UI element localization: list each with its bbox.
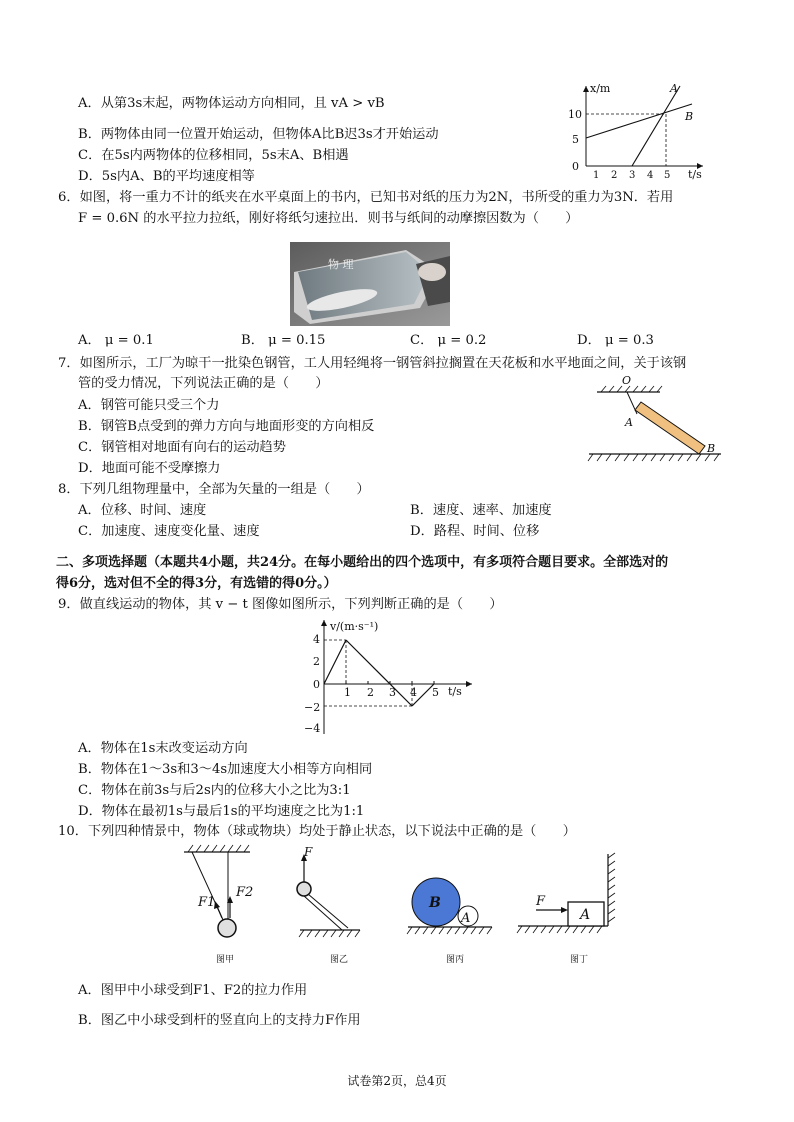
q10-ding-label-f: F [536,894,546,909]
q10-stem: 10．下列四种情景中，物体（球或物块）均处于静止状态，以下说法中正确的是（ ） [58,824,576,839]
section2-heading-line2: 得6分，选对但不全的得3分，有选错的得0分。） [56,576,337,591]
q9-option-b: B．物体在1～3s和3～4s加速度大小相等方向相同 [78,762,373,777]
q9-y-tick-4: 4 [313,633,320,646]
q10-option-a: A．图甲中小球受到F1、F2的拉力作用 [78,983,308,998]
q9-option-d: D．物体在最初1s与最后1s的平均速度之比为1:1 [78,804,365,819]
q10-figure-bing [407,878,492,965]
q7-steel-pipe [635,402,705,454]
q5-x-tick-3: 3 [629,170,636,180]
q10-caption-yi: 图乙 [330,955,349,965]
q5-option-a: A．从第3s末起，两物体运动方向相同，且 vA > vB [78,96,385,111]
q10-figures [170,842,630,972]
q9-series-segment-0 [324,640,346,684]
q5-line-b [586,104,692,138]
q7-stem-line2: 管的受力情况，下列说法正确的是（ ） [78,376,329,391]
q9-y-axis-label: v/(m·s⁻¹) [330,620,379,633]
q10-yi-ball [297,882,311,896]
q9-x-tick-3: 3 [389,686,396,699]
q5-line-a [632,86,680,166]
q9-x-tick-5: 5 [432,686,439,699]
q6-option-a: A． μ = 0.1 [78,333,154,348]
q5-x-tick-5: 5 [664,170,671,180]
section2-heading-line1: 二、多项选择题（本题共4小题，共24分。在每小题给出的四个选项中，有多项符合题目要求。全部选对的 [56,555,669,570]
q10-bing-label-a: A [461,911,471,926]
q9-x-tick-1: 1 [344,686,351,699]
q5-y-tick-0: 0 [572,160,579,173]
q10-figure-ding [517,853,615,965]
q9-y-tick-neg4: −4 [304,722,321,735]
q7-option-d: D．地面可能不受摩擦力 [78,461,221,476]
q10-jia-ball [218,919,236,937]
q5-x-tick-4: 4 [647,170,654,180]
q9-y-tick-neg2: −2 [304,701,321,714]
q5-option-c: C．在5s内两物体的位移相同，5s末A、B相遇 [78,148,349,163]
q7-option-b: B．钢管B点受到的弹力方向与地面形变的方向相反 [78,419,375,434]
q7-label-o: O [622,374,632,387]
q7-stem-line1: 7．如图所示，工厂为晾干一批染色钢管，工人用轻绳将一钢管斜拉搁置在天花板和水平地面之间，关于该钢 [58,356,687,371]
q10-figure-yi [297,845,360,965]
q9-stem: 9．做直线运动的物体，其 v − t 图像如图所示，下列判断正确的是（ ） [58,597,503,612]
q5-line-b-label: B [685,110,694,123]
q5-x-tick-2: 2 [611,170,618,180]
q5-y-axis-label: x/m [590,82,611,95]
q6-option-d: D． μ = 0.3 [577,333,654,348]
q5-xt-graph [560,80,710,180]
q9-x-tick-2: 2 [367,686,374,699]
q8-option-d: D．路程、时间、位移 [410,524,540,539]
page-footer: 试卷第2页，总4页 [347,1074,447,1088]
q9-vt-chart [300,616,480,738]
q6-photo-book-title: 物 理 [328,258,354,271]
q6-option-c: C． μ = 0.2 [410,333,487,348]
q7-steel-pipe-figure [585,372,725,464]
q10-caption-bing: 图丙 [446,955,465,965]
q10-yi-label-f: F [304,845,313,859]
q10-figure-jia [184,845,253,965]
q7-label-b: B [707,442,716,455]
q9-x-tick-4: 4 [410,686,417,699]
q9-y-tick-2: 2 [313,655,320,668]
q8-stem: 8．下列几组物理量中，全部为矢量的一组是（ ） [58,482,370,497]
q7-option-a: A．钢管可能只受三个力 [78,398,220,413]
q5-y-tick-10: 10 [568,108,582,121]
q5-x-axis-label: t/s [688,168,702,180]
q10-caption-jia: 图甲 [216,955,235,965]
q9-option-a: A．物体在1s末改变运动方向 [78,741,248,756]
q10-bing-label-b: B [429,895,441,911]
q6-stem-line1: 6．如图，将一重力不计的纸夹在水平桌面上的书内，已知书对纸的压力为2N，书所受的重力为3N．若用 [58,190,674,205]
q9-y-tick-0: 0 [313,678,320,691]
q5-option-d: D．5s内A、B的平均速度相等 [78,169,255,184]
q7-option-c: C．钢管相对地面有向右的运动趋势 [78,440,286,455]
q7-label-a: A [625,416,633,429]
q5-x-tick-1: 1 [593,170,600,180]
q10-ding-label-a: A [580,907,591,923]
q8-option-c: C．加速度、速度变化量、速度 [78,524,260,539]
q9-x-axis-label: t/s [448,685,462,698]
q6-stem-line2: F = 0.6N 的水平拉力拉纸，刚好将纸匀速拉出．则书与纸间的动摩擦因数为（ ） [78,211,579,226]
q9-series-segment-1 [346,640,412,706]
q5-y-tick-5: 5 [572,133,579,146]
q10-caption-ding: 图丁 [570,955,589,965]
q10-label-f2: F2 [236,885,254,900]
q5-line-a-label: A [670,82,678,95]
q10-label-f1: F1 [198,895,216,910]
q8-option-a: A．位移、时间、速度 [78,503,207,518]
q8-option-b: B．速度、速率、加速度 [410,503,552,518]
q9-option-c: C．物体在前3s与后2s内的位移大小之比为3:1 [78,783,351,798]
q6-book-paper-photo [290,242,450,326]
q5-option-b: B．两物体由同一位置开始运动，但物体A比B迟3s才开始运动 [78,127,439,142]
q10-option-b: B．图乙中小球受到杆的竖直向上的支持力F作用 [78,1013,361,1028]
q6-option-b: B． μ = 0.15 [241,333,326,348]
